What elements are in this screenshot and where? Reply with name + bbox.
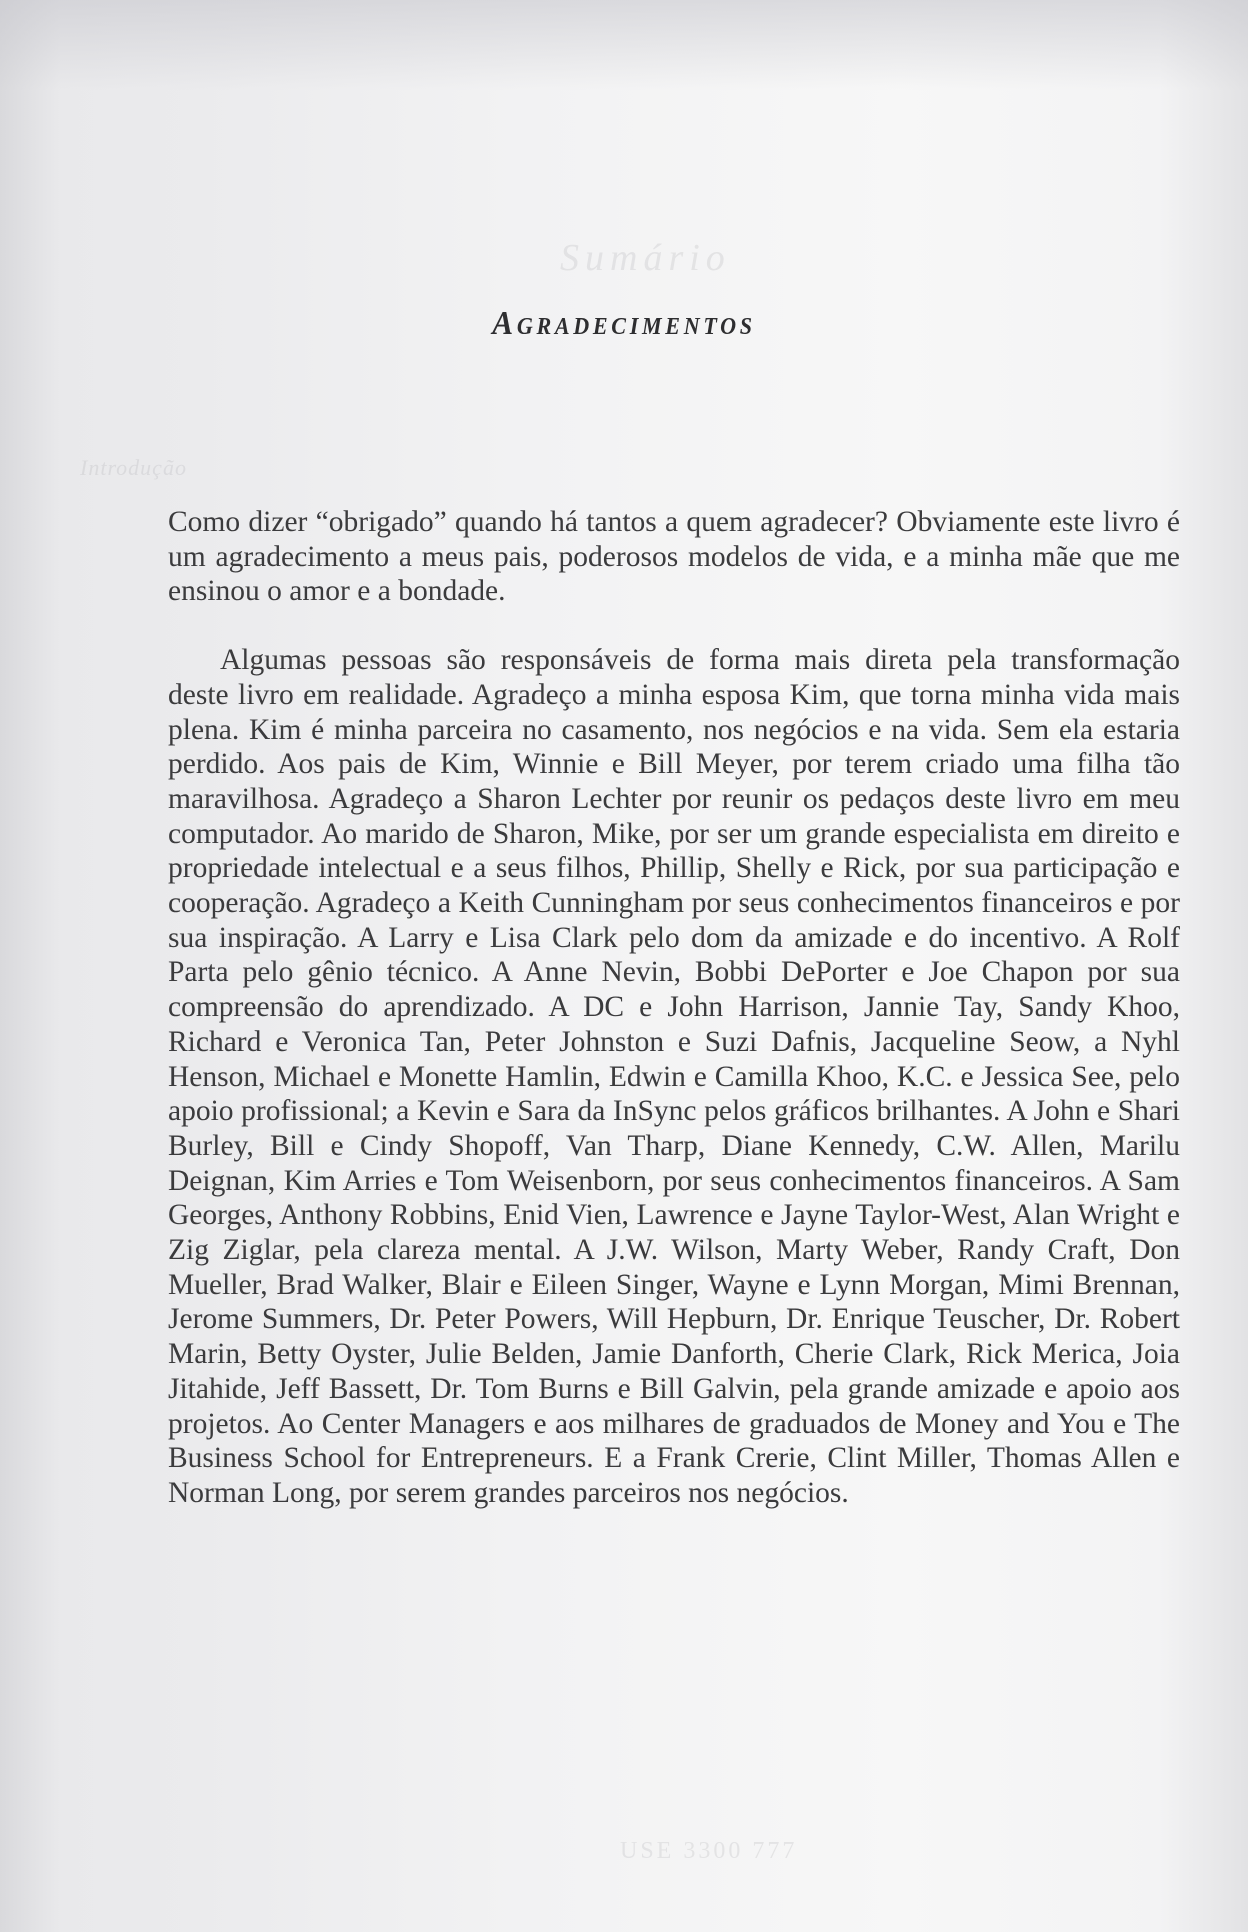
show-through-title: Sumário: [560, 237, 731, 279]
paragraph-thanks: Algumas pessoas são responsáveis de forma mais direta pela transformação deste livro em realidade. Agradeço a minha esposa Kim, que torna minha vida mais plena. Kim é minha parceira no casamento, nos negócios e na vida. Sem ela estaria perdido. Aos pais de Kim, Winnie e Bill Meyer, por terem criado uma filha tão maravilhosa. Agradeço a Sharon Lechter por reunir os pedaços deste livro em meu computador. Ao marido de Sharon, Mike, por ser um grande especialista em direito e propriedade intelectual e a seus filhos, Phillip, Shelly e Rick, por sua participação e cooperação. Agradeço a Keith Cunningham por seus conhecimentos financeiros e por sua inspiração. A Larry e Lisa Clark pelo dom da amizade e do incentivo. A Rolf Parta pelo gênio técnico. A Anne Nevin, Bobbi DePorter e Joe Chapon por sua compreensão do aprendizado. A DC e John Harrison, Jannie Tay, Sandy Khoo, Richard e Veronica Tan, Peter Johnston e Suzi Dafnis, Jacqueline Seow, a Nyhl Henson, Michael e Monette Hamlin, Edwin e Camilla Khoo, K.C. e Jessica See, pelo apoio profissional; a Kevin e Sara da InSync pelos gráficos brilhantes. A John e Shari Burley, Bill e Cindy Shopoff, Van Tharp, Diane Kennedy, C.W. Allen, Marilu Deignan, Kim Arries e Tom Weisenborn, por seus conhecimentos financeiros. A Sam Georges, Anthony Robbins, Enid Vien, Lawrence e Jayne Taylor-West, Alan Wright e Zig Ziglar, pela clareza mental. A J.W. Wilson, Marty Weber, Randy Craft, Don Mueller, Brad Walker, Blair e Eileen Singer, Wayne e Lynn Morgan, Mimi Brennan, Jerome Summers, Dr. Peter Powers, Will Hepburn, Dr. Enrique Teuscher, Dr. Robert Marin, Betty Oyster, Julie Belden, Jamie Danforth, Cherie Clark, Rick Merica, Joia Jitahide, Jeff Bassett, Dr. Tom Burns e Bill Galvin, pela grande amizade e apoio aos projetos. Ao Center Managers e aos milhares de graduados de Money and You e The Business School for Entrepreneurs. E a Frank Crerie, Clint Miller, Thomas Allen e Norman Long, por serem grandes parceiros nos negócios.: [168, 644, 1180, 1509]
show-through-intro: Introdução: [80, 455, 187, 480]
page-title: Agradecimentos: [492, 304, 756, 342]
acknowledgements-body: [168, 505, 1180, 1511]
paragraph-intro: Como dizer “obrigado” quando há tantos a quem agradecer? Obviamente este livro é um agradecimento a meus pais, poderosos modelos de vida, e a minha mãe que me ensinou o amor e a bondade.: [168, 506, 1180, 608]
show-through-number: USE 3300 777: [620, 1838, 798, 1864]
